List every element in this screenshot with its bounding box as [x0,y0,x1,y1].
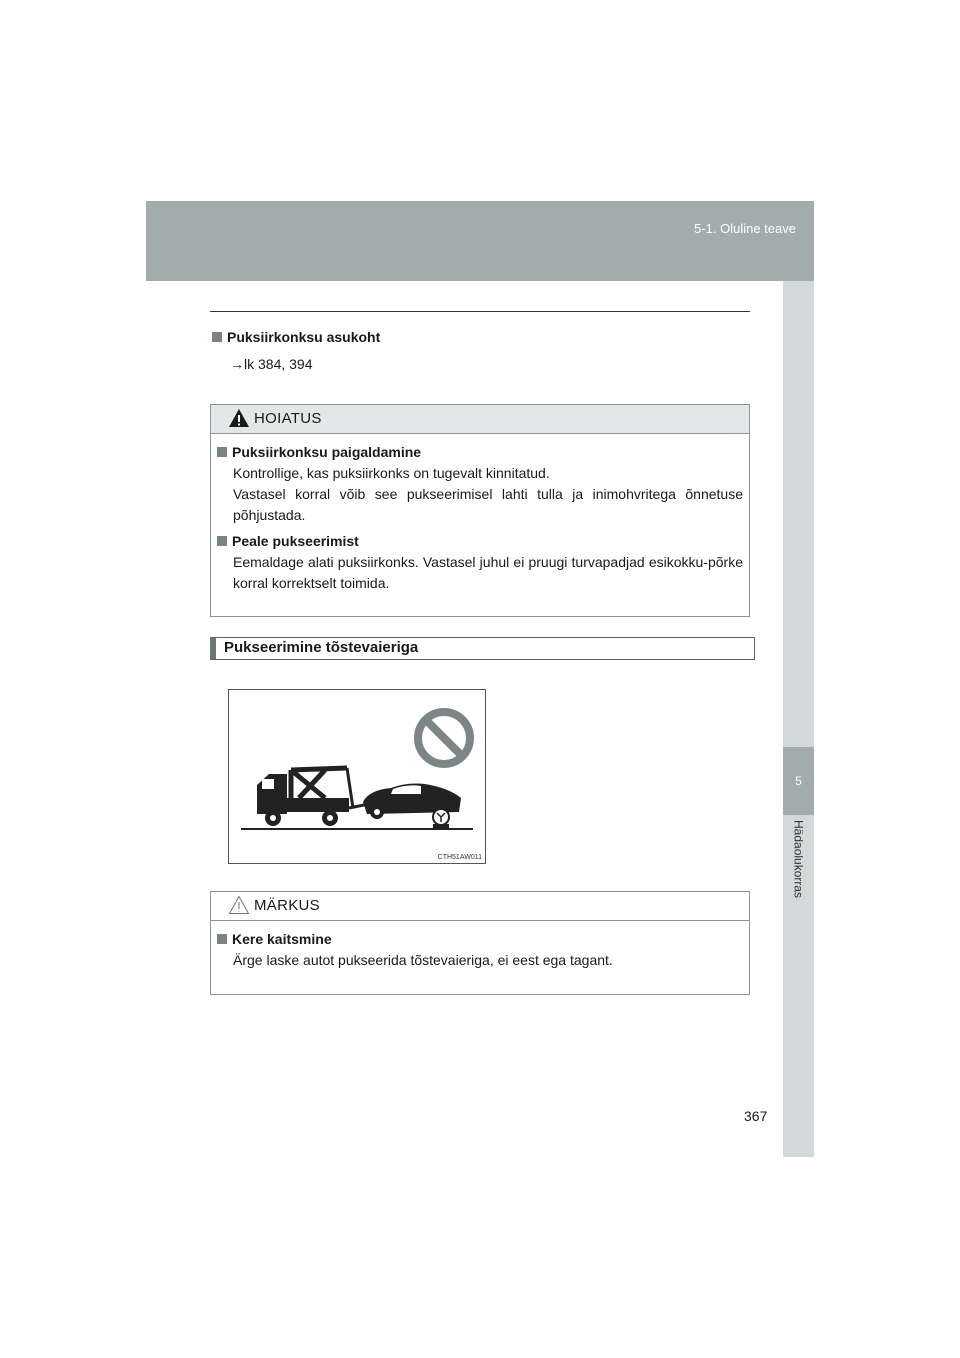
square-bullet-icon [217,536,227,546]
warning-item-heading [217,533,743,549]
warning-item-text: Vastasel korral võib see pukseerimisel lahti tulla ja inimohvritega õnnetuse põhjustada. [233,486,743,523]
notice-box-header [211,892,749,921]
notice-item-heading-text: Kere kaitsmine [232,931,332,947]
intro-heading-text: Puksiirkonksu asukoht [227,329,381,345]
chapter-title: Hädaolukorras [791,820,806,899]
notice-item-text: Ärge laske autot pukseerida tõstevaieriga, ei eest ega tagant. [233,952,613,968]
warning-box-body [211,434,749,594]
notice-box-title: MÄRKUS [254,897,320,914]
intro-reference: →lk 384, 394 [230,356,313,372]
notice-box-body [211,921,749,971]
section-title-bar [210,637,755,660]
tow-truck-illustration [229,690,485,863]
notice-item-heading [217,931,743,947]
tow-truck-figure [228,689,486,864]
square-bullet-icon [212,332,222,342]
warning-item-text: Eemaldage alati puksiirkonks. Vastasel juhul ei pruugi turvapadjad esikokku-põrke korral korrektselt toimida. [233,554,743,591]
warning-item-heading [217,444,743,460]
header-band [146,201,814,281]
section-label: 5-1. Oluline teave [694,221,796,236]
prohibition-icon [418,712,470,764]
warning-item-heading-text: Peale pukseerimist [232,533,359,549]
warning-box [210,404,750,617]
warning-item-text: Kontrollige, kas puksiirkonks on tugevalt kinnitatud. [233,465,550,481]
square-bullet-icon [217,934,227,944]
figure-code: CTH51AW011 [437,854,482,861]
section-title: Pukseerimine tõstevaieriga [224,639,419,656]
chapter-tab [783,747,814,815]
warning-item-heading-text: Puksiirkonksu paigaldamine [232,444,422,460]
warning-triangle-icon [228,408,250,428]
chapter-number: 5 [795,774,802,788]
page-number: 367 [744,1108,768,1124]
warning-box-header [211,405,749,434]
notice-box [210,891,750,995]
square-bullet-icon [217,447,227,457]
intro-heading [212,329,380,345]
caution-triangle-icon [228,895,250,915]
warning-box-title: HOIATUS [254,410,322,427]
top-rule [210,311,750,312]
side-strip [783,281,814,1157]
